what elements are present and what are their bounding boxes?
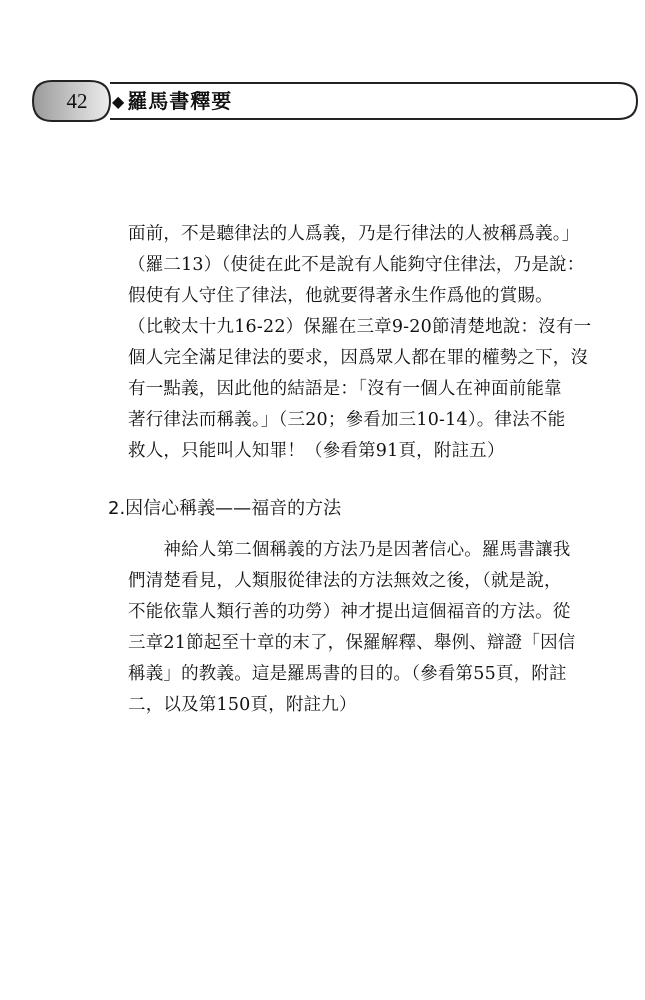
text-line: 個人完全滿足律法的要求，因爲眾人都在罪的權勢之下，沒 [128,348,589,368]
text-line: 二，以及第150頁，附註九） [128,695,357,715]
text-line: （比較太十九16-22）保羅在三章9-20節清楚地說：沒有一 [128,317,592,337]
paragraph-continued [128,219,608,467]
text-line: 稱義」的教義。這是羅馬書的目的。（參看第55頁，附註 [128,664,567,684]
section-heading: 2.因信心稱義——福音的方法 [108,498,342,519]
book-title: 羅馬書釋要 [127,89,233,113]
text-line: 假使有人守住了律法，他就要得著永生作爲他的賞賜。 [128,286,553,306]
text-line: 們清楚看見，人類服從律法的方法無效之後，（就是說， [128,571,562,591]
text-line: （羅二13）（使徒在此不是說有人能夠守住律法，乃是說： [128,255,585,275]
text-line: 面前，不是聽律法的人爲義，乃是行律法的人被稱爲義。」 [128,224,580,244]
paragraph-section-2 [128,535,608,721]
text-line: 不能依靠人類行善的功勞）神才提出這個福音的方法。從 [128,602,571,622]
text-line: 救人，只能叫人知罪！（參看第91頁，附註五） [128,441,505,461]
page-number: 42 [66,89,88,113]
text-line: 神給人第二個稱義的方法乃是因著信心。羅馬書讓我 [128,540,571,560]
running-title [112,88,232,115]
text-line: 有一點義，因此他的結語是：「沒有一個人在神面前能靠 [128,379,562,399]
diamond-icon: ◆ [112,92,126,111]
text-line: 三章21節起至十章的末了，保羅解釋、舉例、辯證「因信 [128,633,576,653]
text-line: 著行律法而稱義。」（三20；參看加三10-14）。律法不能 [128,410,566,430]
running-header [30,78,640,124]
